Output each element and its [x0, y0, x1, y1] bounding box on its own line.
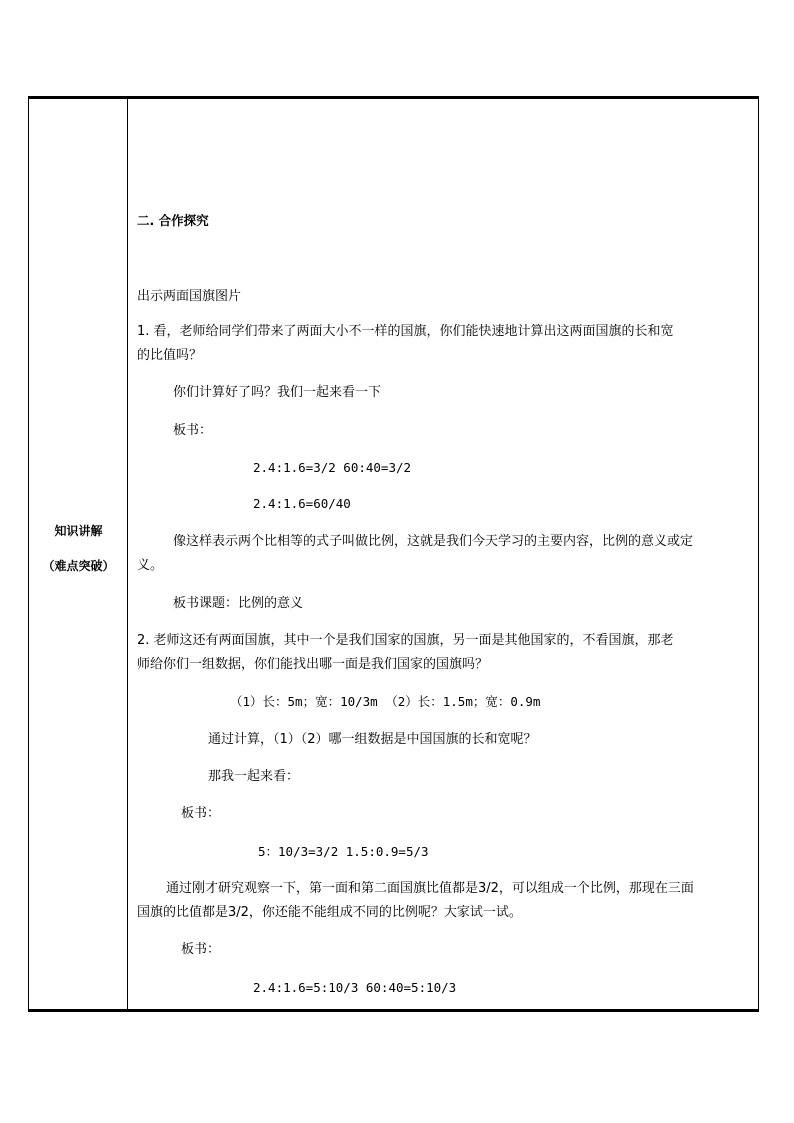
question-2-line-1: 2. 老师这还有两面国旗，其中一个是我们国家的国旗，另一面是其他国家的，不看国旗，那老 [137, 633, 674, 648]
section-heading: 二. 合作探究 [137, 213, 209, 228]
calculation-question: 通过计算，（1）（2）哪一组数据是中国国旗的长和宽呢？ [208, 732, 537, 747]
column-divider [127, 96, 128, 1012]
look-together: 那我一起来看： [208, 769, 300, 784]
question-1-line-1: 1. 看，老师给同学们带来了两面大小不一样的国旗，你们能快速地计算出这两面国旗的长和宽 [137, 324, 674, 339]
left-column-title: 知识讲解 [54, 524, 103, 538]
intro-text: 出示两面国旗图片 [137, 289, 242, 304]
observation-line-2: 国旗的比值都是3/2，你还能不能组成不同的比例呢？大家试一试。 [137, 905, 522, 920]
equation-2: 2.4:1.6=60/40 [253, 496, 351, 511]
definition-line-1: 像这样表示两个比相等的式子叫做比例，这就是我们今天学习的主要内容，比例的意义或定 [173, 534, 694, 549]
left-column-subtitle: （难点突破） [42, 559, 115, 573]
lesson-table [28, 96, 759, 1012]
question-2-line-2: 师给你们一组数据，你们能找出哪一面是我们国家的国旗吗？ [137, 657, 489, 672]
board-topic: 板书课题：比例的意义 [173, 596, 304, 611]
equation-3: 5：10/3=3/2 1.5:0.9=5/3 [258, 844, 429, 859]
equation-1: 2.4:1.6=3/2 60:40=3/2 [253, 460, 412, 475]
equation-4: 2.4:1.6=5:10/3 60:40=5:10/3 [253, 980, 457, 995]
question-1-line-2: 的比值吗？ [137, 348, 203, 363]
paragraph-done: 你们计算好了吗？我们一起来看一下 [173, 385, 382, 400]
data-line: （1）长：5m；宽：10/3m （2）长：1.5m；宽：0.9m [230, 694, 541, 709]
observation-line-1: 通过刚才研究观察一下，第一面和第二面国旗比值都是3/2，可以组成一个比例，那现在三面 [166, 881, 694, 896]
board-label-1: 板书： [173, 423, 213, 438]
board-label-3: 板书： [181, 942, 221, 957]
board-label-2: 板书： [181, 806, 221, 821]
definition-line-2: 义。 [137, 558, 164, 573]
